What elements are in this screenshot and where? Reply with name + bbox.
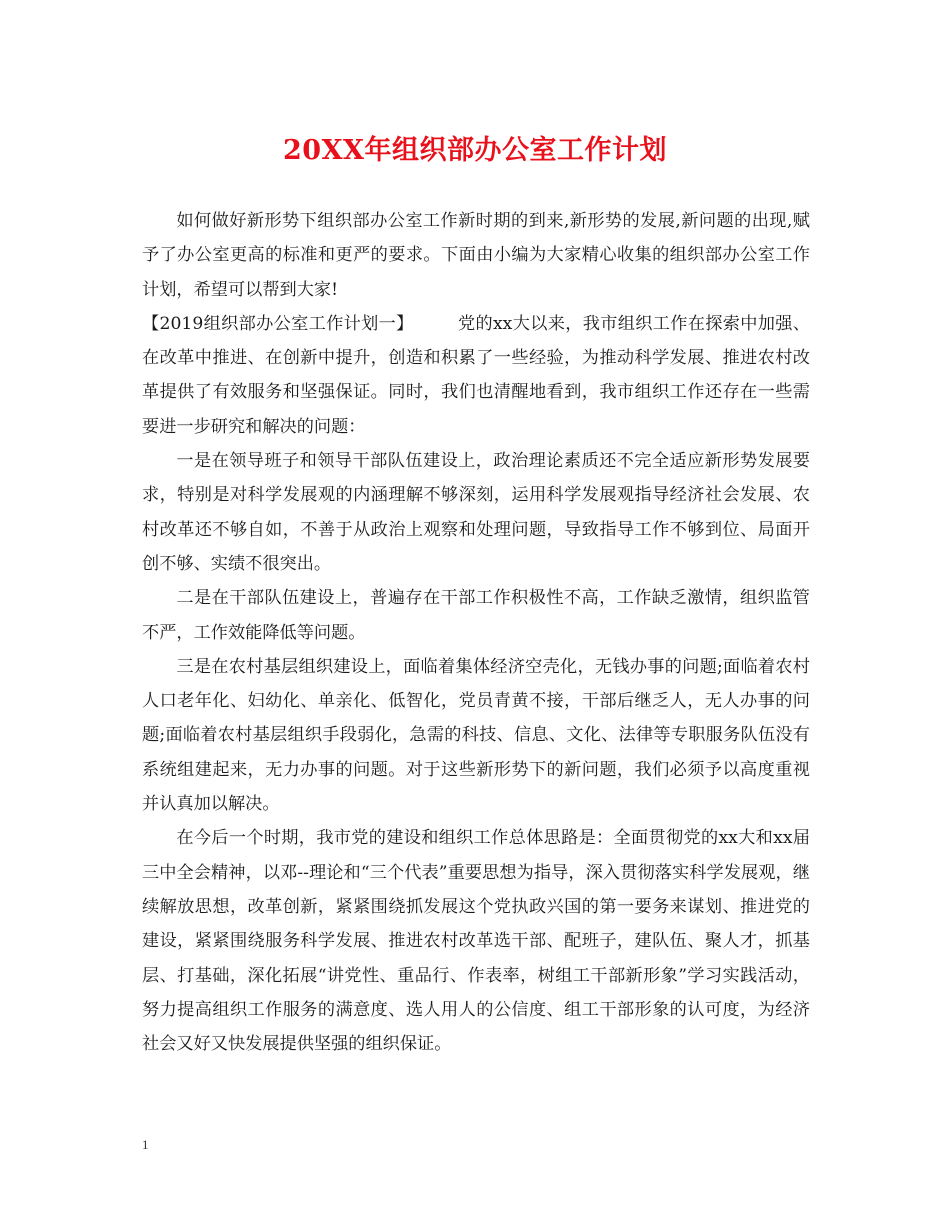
document-body	[142, 204, 810, 1061]
page-number: 1	[142, 1137, 149, 1152]
intro-paragraph: 如何做好新形势下组织部办公室工作新时期的到来,新形势的发展,新问题的出现,赋予了办公室更高的标准和更严的要求。下面由小编为大家精心收集的组织部办公室工作计划，希望可以帮到大家!	[142, 211, 810, 300]
body-paragraph-2: 二是在干部队伍建设上，普遍存在干部工作积极性不高，工作缺乏激情，组织监管不严，工作效能降低等问题。	[142, 588, 810, 643]
body-paragraph-4: 在今后一个时期，我市党的建设和组织工作总体思路是：全面贯彻党的xx大和xx届三中全会精神，以邓--理论和“三个代表”重要思想为指导，深入贯彻落实科学发展观，继续解放思想，改革创新，紧紧围绕抓发展这个党执政兴国的第一要务来谋划、推进党的建设，紧紧围绕服务科学发展、推进农村改革选干部、配班子，建队伍、聚人才，抓基层、打基础，深化拓展“讲党性、重品行、作表率，树组工干部新形象”学习实践活动，努力提高组织工作服务的满意度、选人用人的公信度、组工干部形象的认可度，为经济社会又好又快发展提供坚强的组织保证。	[142, 828, 810, 1055]
section-paragraph	[142, 307, 810, 444]
document-title: 20XX年组织部办公室工作计划	[283, 135, 667, 166]
section-heading: 【2019组织部办公室工作计划一】	[142, 313, 414, 334]
section-lead-text: 党的xx大以来，我市组织工作在探索中加强、在改革中推进、在创新中提升，创造和积累了一些经验，为推动科学发展、推进农村改革提供了有效服务和坚强保证。同时，我们也清醒地看到，我市组织工作还存在一些需要进一步研究和解决的问题：	[142, 313, 810, 437]
body-paragraph-1: 一是在领导班子和领导干部队伍建设上，政治理论素质还不完全适应新形势发展要求，特别是对科学发展观的内涵理解不够深刻，运用科学发展观指导经济社会发展、农村改革还不够自如，不善于从政治上观察和处理问题，导致指导工作不够到位、局面开创不够、实绩不很突出。	[142, 451, 810, 574]
body-paragraph-3: 三是在农村基层组织建设上，面临着集体经济空壳化，无钱办事的问题;面临着农村人口老年化、妇幼化、单亲化、低智化，党员青黄不接，干部后继乏人，无人办事的问题;面临着农村基层组织手段弱化，急需的科技、信息、文化、法律等专职服务队伍没有系统组建起来，无力办事的问题。对于这些新形势下的新问题，我们必须予以高度重视并认真加以解决。	[142, 656, 810, 815]
